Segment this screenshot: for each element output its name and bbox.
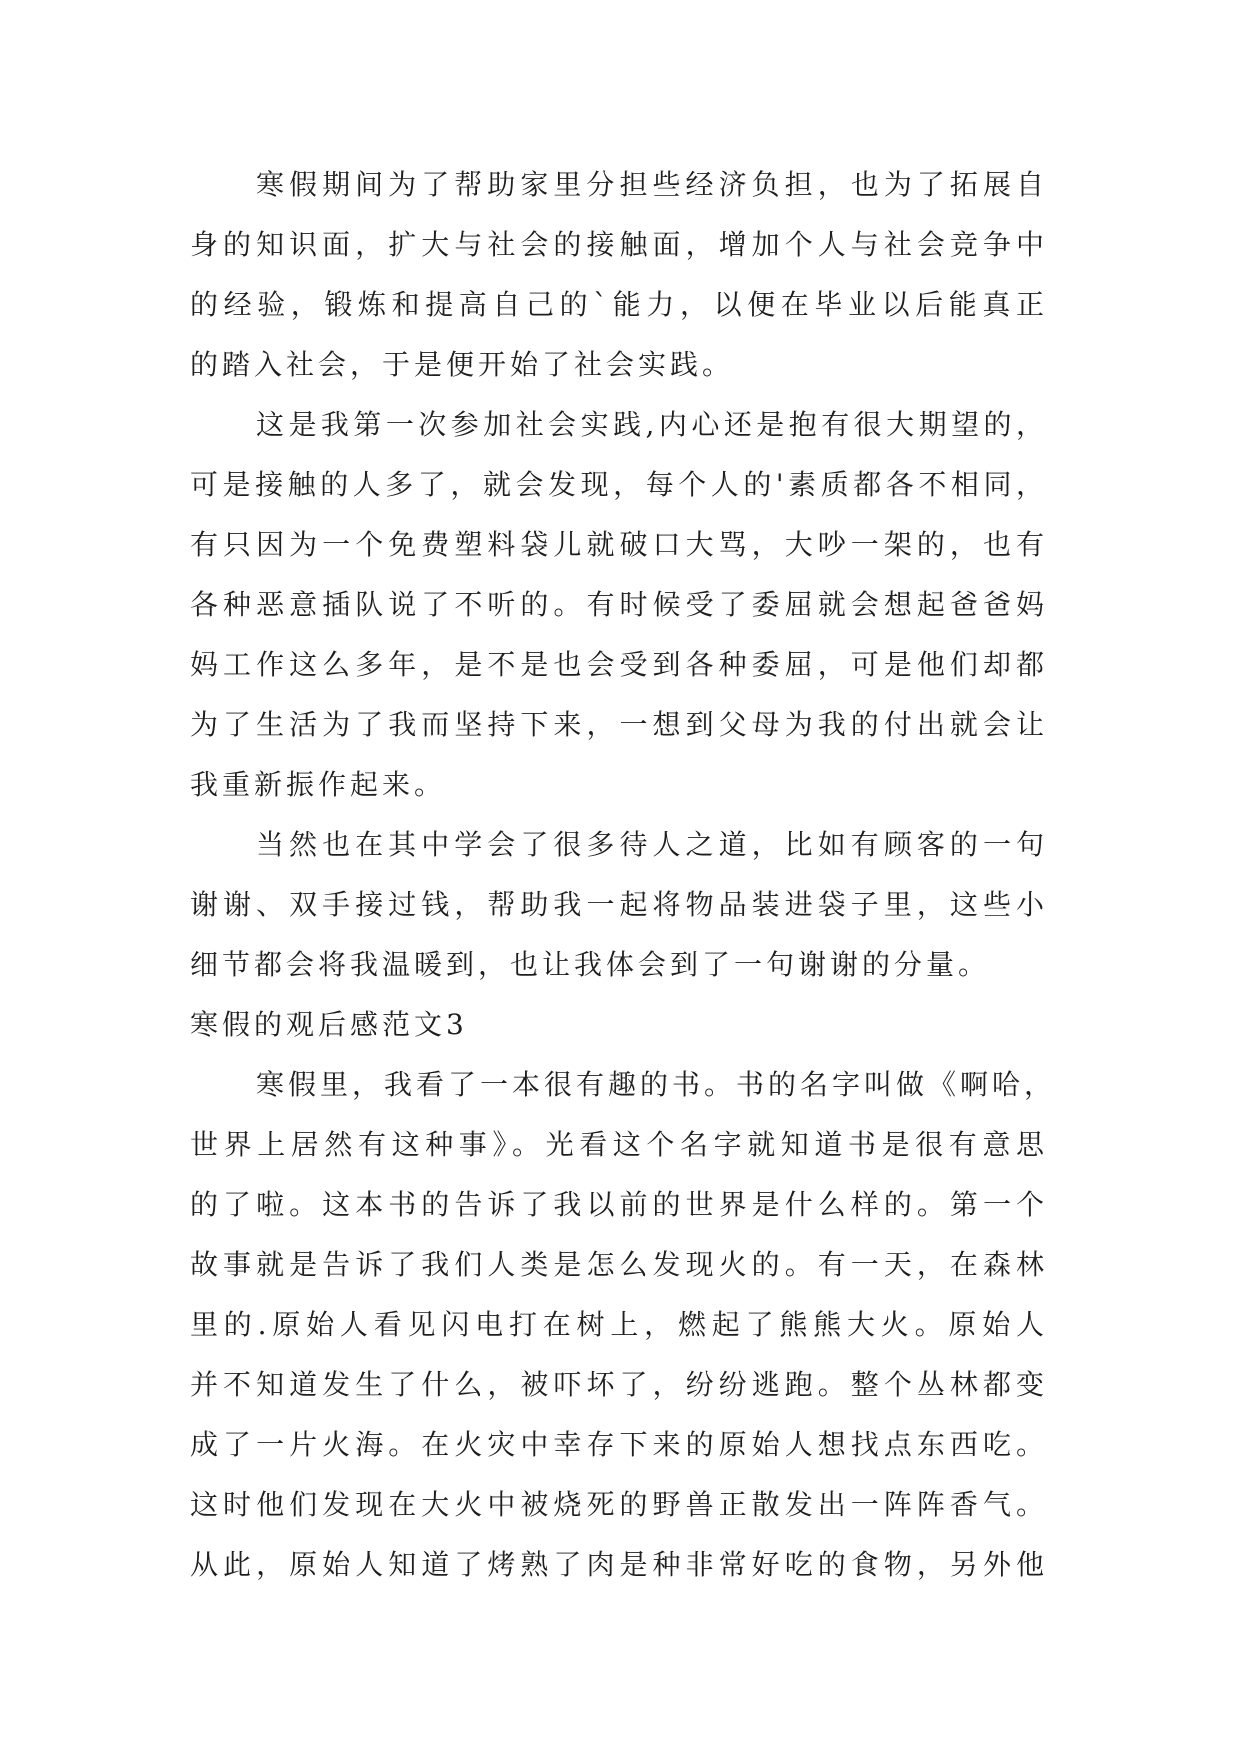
paragraph-2 bbox=[190, 395, 1048, 815]
text-line: 各种恶意插队说了不听的。有时候受了委屈就会想起爸爸妈 bbox=[190, 588, 1048, 621]
text-line: 寒假期间为了帮助家里分担些经济负担，也为了拓展自 bbox=[256, 168, 1048, 201]
text-line: 故事就是告诉了我们人类是怎么发现火的。有一天，在森林 bbox=[190, 1248, 1048, 1281]
text-line: 有只因为一个免费塑料袋儿就破口大骂，大吵一架的，也有 bbox=[190, 528, 1048, 561]
text-line: 里的.原始人看见闪电打在树上，燃起了熊熊大火。原始人 bbox=[190, 1308, 1048, 1341]
text-line: 的踏入社会，于是便开始了社会实践。 bbox=[190, 348, 735, 381]
text-line: 世界上居然有这种事》。光看这个名字就知道书是很有意思 bbox=[190, 1128, 1048, 1161]
text-line: 妈工作这么多年，是不是也会受到各种委屈，可是他们却都 bbox=[190, 648, 1048, 681]
text-line: 这时他们发现在大火中被烧死的野兽正散发出一阵阵香气。 bbox=[190, 1488, 1048, 1521]
text-line: 的经验，锻炼和提高自己的`能力，以便在毕业以后能真正 bbox=[190, 288, 1048, 321]
text-line: 这是我第一次参加社会实践,内心还是抱有很大期望的， bbox=[256, 408, 1048, 441]
paragraph-4 bbox=[190, 1055, 1057, 1595]
paragraph-3 bbox=[190, 815, 1048, 995]
text-line: 可是接触的人多了，就会发现，每个人的'素质都各不相同， bbox=[190, 468, 1048, 501]
text-line: 从此，原始人知道了烤熟了肉是种非常好吃的食物，另外他 bbox=[190, 1548, 1048, 1581]
text-line: 细节都会将我温暖到，也让我体会到了一句谢谢的分量。 bbox=[190, 948, 991, 981]
text-line: 寒假里，我看了一本很有趣的书。书的名字叫做《啊哈， bbox=[256, 1068, 1057, 1101]
text-line: 身的知识面，扩大与社会的接触面，增加个人与社会竞争中 bbox=[190, 228, 1048, 261]
text-line: 我重新振作起来。 bbox=[190, 768, 447, 801]
section-heading: 寒假的观后感范文3 bbox=[190, 1008, 468, 1041]
paragraph-1 bbox=[190, 155, 1048, 395]
text-line: 当然也在其中学会了很多待人之道，比如有顾客的一句 bbox=[256, 828, 1048, 861]
document-page bbox=[190, 155, 1057, 1595]
text-line: 为了生活为了我而坚持下来，一想到父母为我的付出就会让 bbox=[190, 708, 1048, 741]
text-line: 成了一片火海。在火灾中幸存下来的原始人想找点东西吃。 bbox=[190, 1428, 1048, 1461]
text-line: 谢谢、双手接过钱，帮助我一起将物品装进袋子里，这些小 bbox=[190, 888, 1048, 921]
text-line: 并不知道发生了什么，被吓坏了，纷纷逃跑。整个丛林都变 bbox=[190, 1368, 1048, 1401]
text-line: 的了啦。这本书的告诉了我以前的世界是什么样的。第一个 bbox=[190, 1188, 1048, 1221]
